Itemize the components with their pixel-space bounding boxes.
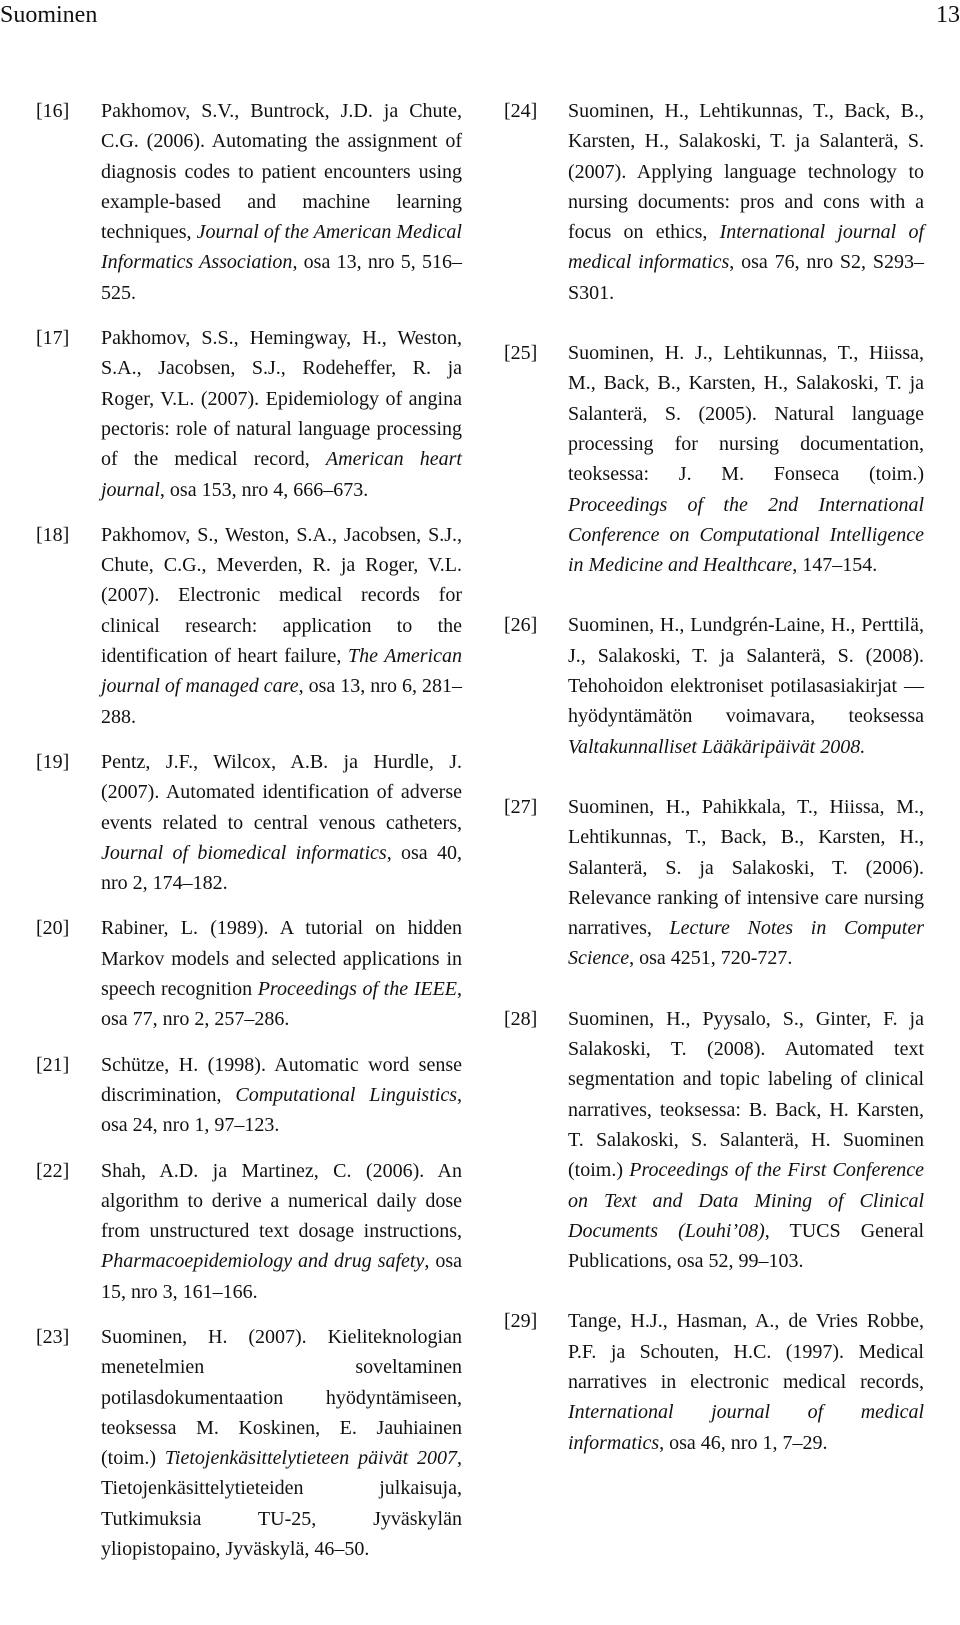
reference-entry xyxy=(36,747,462,898)
reference-venue: International journal of medical informatics xyxy=(568,1401,924,1454)
reference-label: [18] xyxy=(36,523,70,546)
reference-label: [28] xyxy=(504,1007,538,1030)
reference-label: [21] xyxy=(36,1053,70,1076)
reference-details: , osa 76, nro S2, S293–S301. xyxy=(568,251,924,304)
reference-venue: Computational Linguistics xyxy=(235,1083,457,1106)
reference-venue: Proceedings of the First Conference on Text and Data Mining of Clinical Documents (Louhi’08) xyxy=(568,1159,924,1242)
reference-venue: Pharmacoepidemiology and drug safety xyxy=(101,1250,425,1273)
reference-entry xyxy=(36,1322,462,1564)
reference-text: Suominen, H., Pahikkala, T., Hiissa, M., Lehtikunnas, T., Back, B., Karsten, H., Salanterä, S. ja Salakoski, T. (2006). Relevance ranking of intensive care nursing narratives, xyxy=(568,795,924,940)
reference-entry xyxy=(36,96,462,308)
reference-venue: Tietojenkäsittelytieteen päivät 2007 xyxy=(164,1447,457,1470)
reference-details: , osa 40, nro 2, 174–182. xyxy=(101,841,462,895)
reference-details: , osa 15, nro 3, 161–166. xyxy=(101,1250,462,1303)
reference-label: [20] xyxy=(36,917,70,940)
reference-label: [25] xyxy=(504,342,538,365)
reference-text: Schütze, H. (1998). Automatic word sense discrimination, xyxy=(101,1053,462,1106)
reference-details: , TUCS General Publications, osa 52, 99–103. xyxy=(568,1219,925,1273)
reference-entry xyxy=(36,1050,462,1141)
running-title: Suominen xyxy=(0,2,98,28)
reference-label: [27] xyxy=(504,795,538,818)
references-right-column xyxy=(504,96,924,1473)
reference-entry xyxy=(504,792,924,974)
reference-entry xyxy=(36,1156,462,1307)
reference-entry xyxy=(504,1306,924,1457)
reference-label: [19] xyxy=(36,750,70,773)
reference-venue: Journal of biomedical informatics xyxy=(101,841,387,864)
reference-details: , osa 13, nro 6, 281–288. xyxy=(101,675,462,728)
reference-details: , osa 153, nro 4, 666–673. xyxy=(159,478,369,501)
reference-venue: International journal of medical informatics xyxy=(568,221,924,274)
reference-text: Suominen, H. J., Lehtikunnas, T., Hiissa, M., Back, B., Karsten, H., Salakoski, T. ja Salanterä, S. (2005). Natural language processing for nursing documentation, teoksessa: J. M. Fonseca (toim.) xyxy=(568,342,924,486)
reference-venue: Journal of the American Medical Informatics Association xyxy=(101,221,462,274)
reference-details: , 147–154. xyxy=(792,554,878,577)
reference-text: Rabiner, L. (1989). A tutorial on hidden Markov models and selected applications in speech recognition xyxy=(101,917,462,1001)
reference-details: , osa 77, nro 2, 257–286. xyxy=(101,978,462,1031)
reference-entry xyxy=(504,610,924,761)
reference-details: , osa 24, nro 1, 97–123. xyxy=(101,1083,462,1137)
reference-venue: American heart journal xyxy=(101,448,462,501)
reference-venue: Proceedings of the IEEE xyxy=(257,978,457,1001)
reference-text: Pakhomov, S.S., Hemingway, H., Weston, S.A., Jacobsen, S.J., Rodeheffer, R. ja Roger, V.L. (2007). Epidemiology of angina pectoris: role of natural language processing of the medical record, xyxy=(101,327,462,471)
page-number: 13 xyxy=(936,2,960,28)
reference-details: , Tietojenkäsittelytieteiden julkaisuja, Tutkimuksia TU-25, Jyväskylän yliopistopaino, Jyväskylä, 46–50. xyxy=(101,1447,462,1561)
reference-details: , osa 13, nro 5, 516–525. xyxy=(101,251,462,304)
reference-text: Suominen, H., Lehtikunnas, T., Back, B., Karsten, H., Salakoski, T. ja Salanterä, S. (2007). Applying language technology to nursing documents: pros and cons with a focus on ethics, xyxy=(568,100,924,244)
reference-venue: Lecture Notes in Computer Science xyxy=(568,917,924,970)
reference-label: [29] xyxy=(504,1310,538,1333)
reference-text: Pakhomov, S., Weston, S.A., Jacobsen, S.J., Chute, C.G., Meverden, R. ja Roger, V.L. (2007). Electronic medical records for clinical research: application to the identification of heart failure, xyxy=(101,523,462,668)
running-header xyxy=(0,0,960,34)
reference-venue: Valtakunnalliset Lääkäripäivät 2008. xyxy=(568,735,866,758)
reference-label: [24] xyxy=(504,100,538,122)
reference-entry xyxy=(36,323,462,505)
reference-text: Pentz, J.F., Wilcox, A.B. ja Hurdle, J. (2007). Automated identification of adverse events related to central venous catheters, xyxy=(101,750,462,834)
reference-text: Shah, A.D. ja Martinez, C. (2006). An algorithm to derive a numerical daily dose from unstructured text dosage instructions, xyxy=(101,1159,462,1243)
reference-entry xyxy=(504,338,924,580)
reference-text: Tange, H.J., Hasman, A., de Vries Robbe, P.F. ja Schouten, H.C. (1997). Medical narratives in electronic medical records, xyxy=(568,1310,924,1393)
reference-entry xyxy=(504,1004,924,1277)
reference-entry xyxy=(36,520,462,732)
reference-venue: Proceedings of the 2nd International Conference on Computational Intelligence in Medicine and Healthcare xyxy=(568,493,924,577)
reference-label: [22] xyxy=(36,1159,70,1182)
reference-venue: The American journal of managed care xyxy=(101,645,462,698)
reference-label: [16] xyxy=(36,100,70,122)
reference-details: , osa 4251, 720-727. xyxy=(629,947,793,970)
reference-entry xyxy=(504,96,924,308)
reference-details: , osa 46, nro 1, 7–29. xyxy=(659,1431,828,1454)
reference-entry xyxy=(36,913,462,1034)
reference-text: Pakhomov, S.V., Buntrock, J.D. ja Chute, C.G. (2006). Automating the assignment of diagnosis codes to patient encounters using example-based and machine learning techniques, xyxy=(101,100,462,244)
reference-text: Suominen, H. (2007). Kieliteknologian menetelmien soveltaminen potilasdokumentaation hyödyntämiseen, teoksessa M. Koskinen, E. Jauhiainen (toim.) xyxy=(101,1325,462,1470)
references-left-column xyxy=(36,96,462,1579)
reference-label: [17] xyxy=(36,327,70,350)
reference-label: [23] xyxy=(36,1325,70,1348)
reference-text: Suominen, H., Lundgrén-Laine, H., Perttilä, J., Salakoski, T. ja Salanterä, S. (2008). Tehohoidon elektroniset potilasasiakirjat — hyödyntämätön voimavara, teoksessa xyxy=(568,614,924,728)
reference-label: [26] xyxy=(504,614,538,637)
reference-text: Suominen, H., Pyysalo, S., Ginter, F. ja Salakoski, T. (2008). Automated text segmentation and topic labeling of clinical narratives, teoksessa: B. Back, H. Karsten, T. Salakoski, S. Salanterä, H. Suominen (toim.) xyxy=(568,1007,924,1182)
